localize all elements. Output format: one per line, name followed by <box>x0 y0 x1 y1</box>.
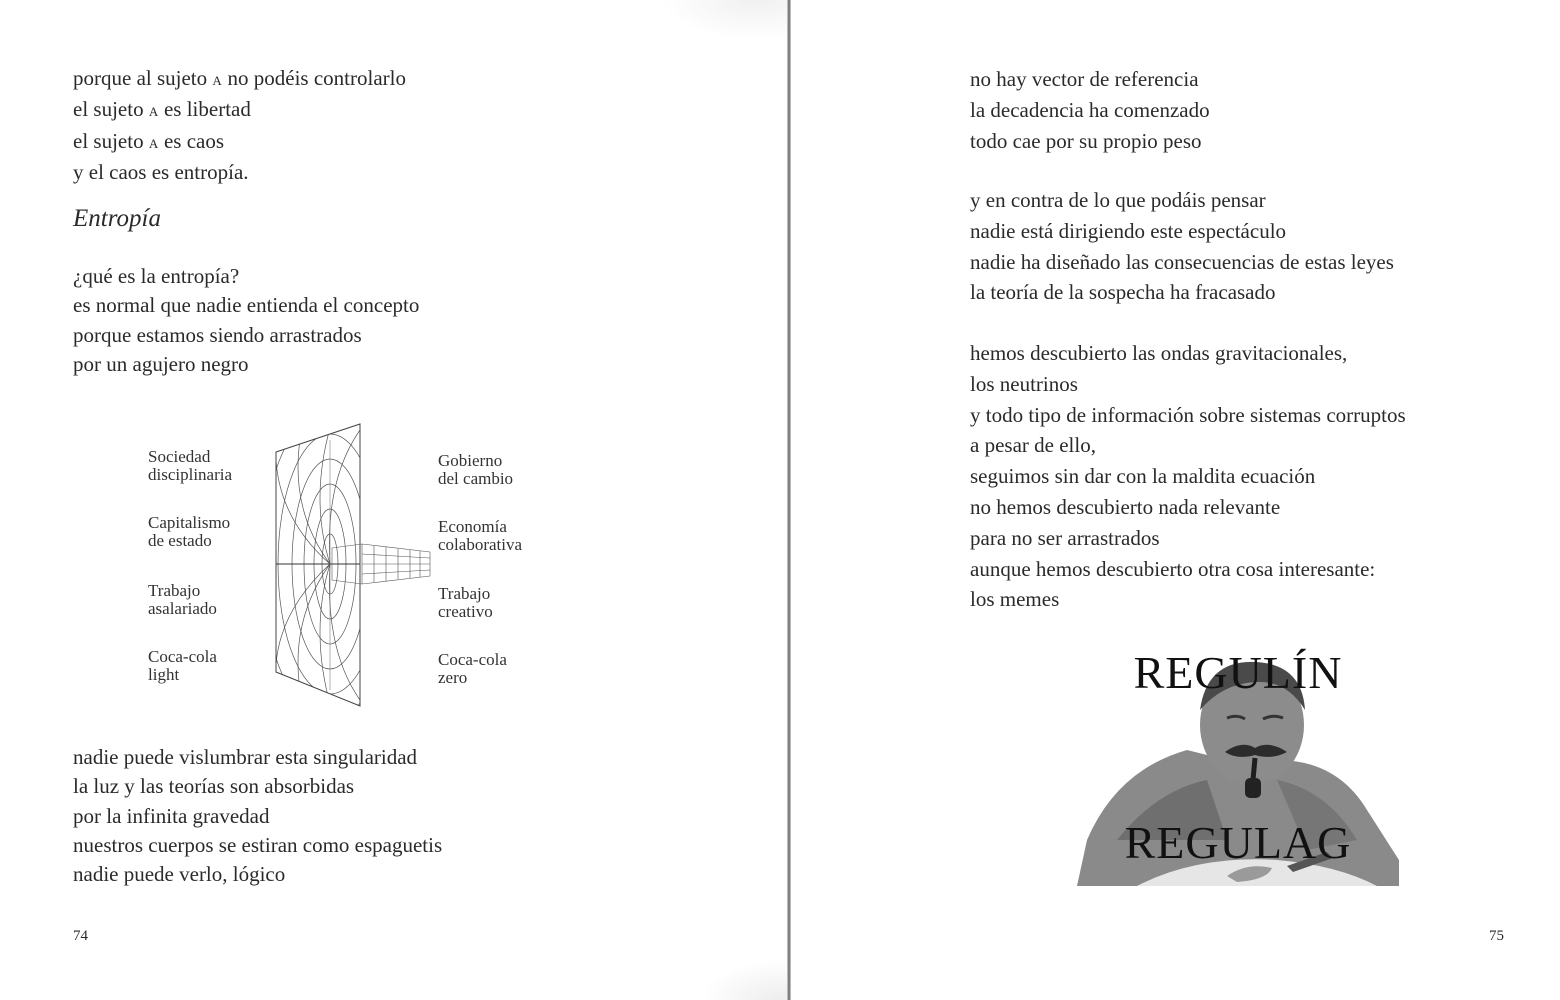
verse-line: y todo tipo de información sobre sistemas corruptos <box>970 402 1406 427</box>
diagram-label: Trabajo creativo <box>438 584 493 621</box>
verse-line: la decadencia ha comenzado <box>970 97 1210 122</box>
meme-image <box>1077 640 1399 886</box>
right-stanza-2 <box>970 185 1394 308</box>
verse-line: y el caos es entropía. <box>73 159 249 184</box>
left-stanza-3 <box>73 743 442 889</box>
page-number: 75 <box>1489 928 1504 944</box>
diagram-label: Capitalismo de estado <box>148 513 231 550</box>
verse-line: el sujeto A es libertad <box>73 97 251 122</box>
verse-line: nadie está dirigiendo este espectáculo <box>970 218 1287 243</box>
verse-line: nadie ha diseñado las consecuencias de estas leyes <box>970 249 1394 274</box>
left-stanza-2 <box>73 262 419 379</box>
section-heading: Entropía <box>73 205 161 232</box>
verse-line: aunque hemos descubierto otra cosa interesante: <box>970 556 1376 581</box>
verse-line: la teoría de la sospecha ha fracasado <box>970 280 1276 305</box>
verse-line: hemos descubierto las ondas gravitacionales, <box>970 341 1348 365</box>
diagram-label: Sociedad disciplinaria <box>148 447 233 484</box>
verse-line: a pesar de ello, <box>970 433 1096 458</box>
verse-line: es normal que nadie entienda el concepto <box>73 293 420 318</box>
left-stanza-1 <box>73 64 406 189</box>
verse-line: los memes <box>970 587 1060 612</box>
verse-line: no hemos descubierto nada relevante <box>970 494 1281 519</box>
verse-line: nadie puede verlo, lógico <box>73 862 286 887</box>
verse-line: y en contra de lo que podáis pensar <box>970 188 1266 212</box>
diagram-label: Coca-cola zero <box>438 650 507 687</box>
verse-line: los neutrinos <box>970 371 1078 396</box>
page-shadow <box>700 960 787 1000</box>
verse-line: porque al sujeto A no podéis controlarlo <box>73 66 406 90</box>
verse-line: porque estamos siendo arrastrados <box>73 322 362 347</box>
page-shadow <box>660 0 787 40</box>
gravity-well-icon <box>270 420 440 710</box>
diagram-label: Economía colaborativa <box>438 517 523 554</box>
page-number: 74 <box>73 928 88 944</box>
diagram-label: Trabajo asalariado <box>148 581 217 618</box>
verse-line: no hay vector de referencia <box>970 67 1199 91</box>
diagram-label: Coca-cola light <box>148 647 217 684</box>
verse-line: por la infinita gravedad <box>73 803 270 828</box>
right-stanza-1 <box>970 64 1210 156</box>
verse-line: ¿qué es la entropía? <box>73 264 240 288</box>
verse-line: por un agujero negro <box>73 351 249 376</box>
black-hole-diagram <box>140 420 550 710</box>
verse-line: para no ser arrastrados <box>970 525 1160 550</box>
verse-line: el sujeto A es caos <box>73 128 225 153</box>
diagram-label: Gobierno del cambio <box>438 451 514 488</box>
verse-line: la luz y las teorías son absorbidas <box>73 774 355 799</box>
verse-line: seguimos sin dar con la maldita ecuación <box>970 464 1316 489</box>
meme-bottom-text: REGULAG <box>1124 817 1352 868</box>
verse-line: todo cae por su propio peso <box>970 128 1202 153</box>
verse-line: nuestros cuerpos se estiran como espaguetis <box>73 832 443 857</box>
meme-top-text: REGULÍN <box>1133 647 1343 698</box>
right-stanza-3 <box>970 338 1406 615</box>
verse-line: nadie puede vislumbrar esta singularidad <box>73 745 418 769</box>
